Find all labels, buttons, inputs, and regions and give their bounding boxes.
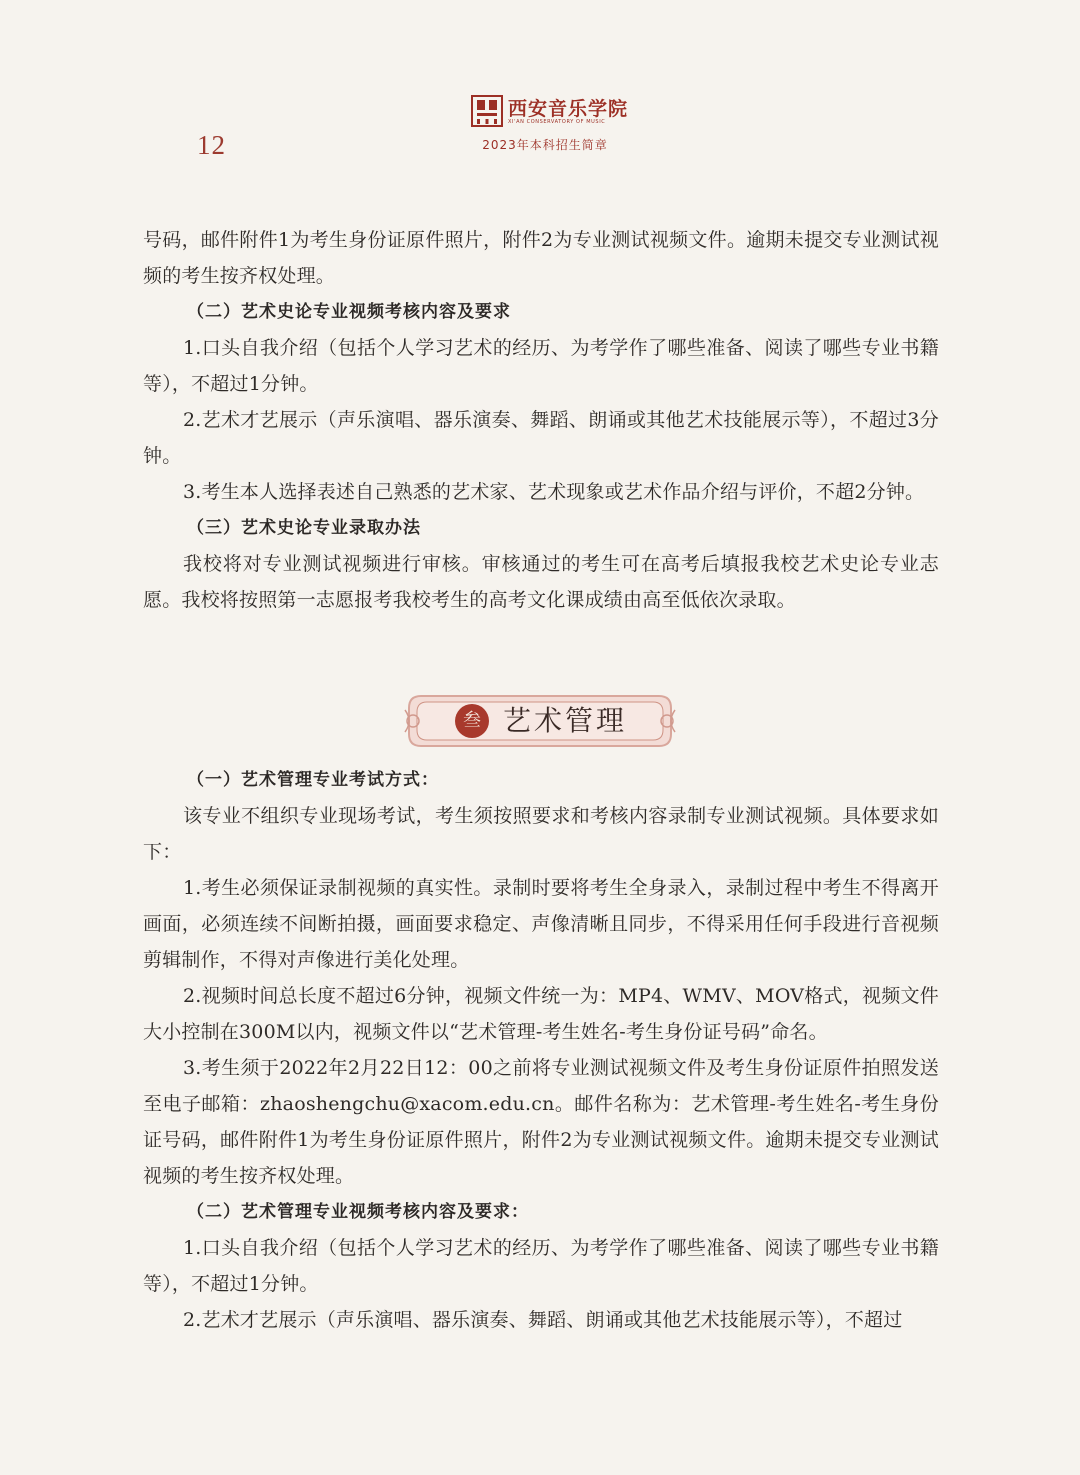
list-item: 3.考生本人选择表述自己熟悉的艺术家、艺术现象或艺术作品介绍与评价，不超2分钟。 [183,481,925,503]
section-banner-title: 艺术管理 [503,704,628,737]
top-section [143,222,939,618]
paragraph: 号码，邮件附件1为考生身份证原件照片，附件2为专业测试视频文件。逾期未提交专业测试视频的考生按齐权处理。 [143,229,939,287]
list-item: 2.艺术才艺展示（声乐演唱、器乐演奏、舞蹈、朗诵或其他艺术技能展示等），不超过 [183,1309,903,1331]
list-item: 3.考生须于2022年2月22日12：00之前将专业测试视频文件及考生身份证原件拍照发送至电子邮箱：zhaoshengchu@xacom.edu.cn。邮件名称为：艺术管理-考生姓名-考生身份证号码，邮件附件1为考生身份证原件照片，附件2为专业测试视频文件。逾期未提交专业测试视频的考生按齐权处理。 [143,1057,939,1187]
conservatory-logo-icon [470,94,504,128]
page-header [470,92,629,152]
list-item: 1.口头自我介绍（包括个人学习艺术的经历、为考学作了哪些准备、阅读了哪些专业书籍等），不超过1分钟。 [143,1237,939,1295]
section-heading: （三）艺术史论专业录取办法 [187,518,421,538]
logo-subtext: XI'AN CONSERVATORY OF MUSIC [508,119,606,125]
paragraph: 该专业不组织专业现场考试，考生须按照要求和考核内容录制专业测试视频。具体要求如下： [143,805,939,863]
page-number: 12 [197,130,226,160]
section-heading: （一）艺术管理专业考试方式： [187,770,439,790]
bottom-section [143,762,939,1338]
section-number-icon: 叁 [455,704,489,738]
list-item: 1.口头自我介绍（包括个人学习艺术的经历、为考学作了哪些准备、阅读了哪些专业书籍等），不超过1分钟。 [143,337,939,395]
list-item: 1.考生必须保证录制视频的真实性。录制时要将考生全身录入，录制过程中考生不得离开画面，必须连续不间断拍摄，画面要求稳定、声像清晰且同步，不得采用任何手段进行音视频剪辑制作，不得对声像进行美化处理。 [143,877,939,971]
logo-wordmark: 西安音乐学院 [508,98,629,120]
paragraph: 我校将对专业测试视频进行审核。审核通过的考生可在高考后填报我校艺术史论专业志愿。我校将按照第一志愿报考我校考生的高考文化课成绩由高至低依次录取。 [143,553,939,611]
section-banner [403,690,677,752]
section-heading: （二）艺术史论专业视频考核内容及要求 [187,302,511,322]
list-item: 2.视频时间总长度不超过6分钟，视频文件统一为：MP4、WMV、MOV格式，视频文件大小控制在300M以内，视频文件以“艺术管理-考生姓名-考生身份证号码”命名。 [143,985,939,1043]
list-item: 2.艺术才艺展示（声乐演唱、器乐演奏、舞蹈、朗诵或其他艺术技能展示等），不超过3分钟。 [143,409,939,467]
section-heading: （二）艺术管理专业视频考核内容及要求： [187,1202,529,1222]
brochure-subtitle: 2023年本科招生简章 [482,138,608,152]
